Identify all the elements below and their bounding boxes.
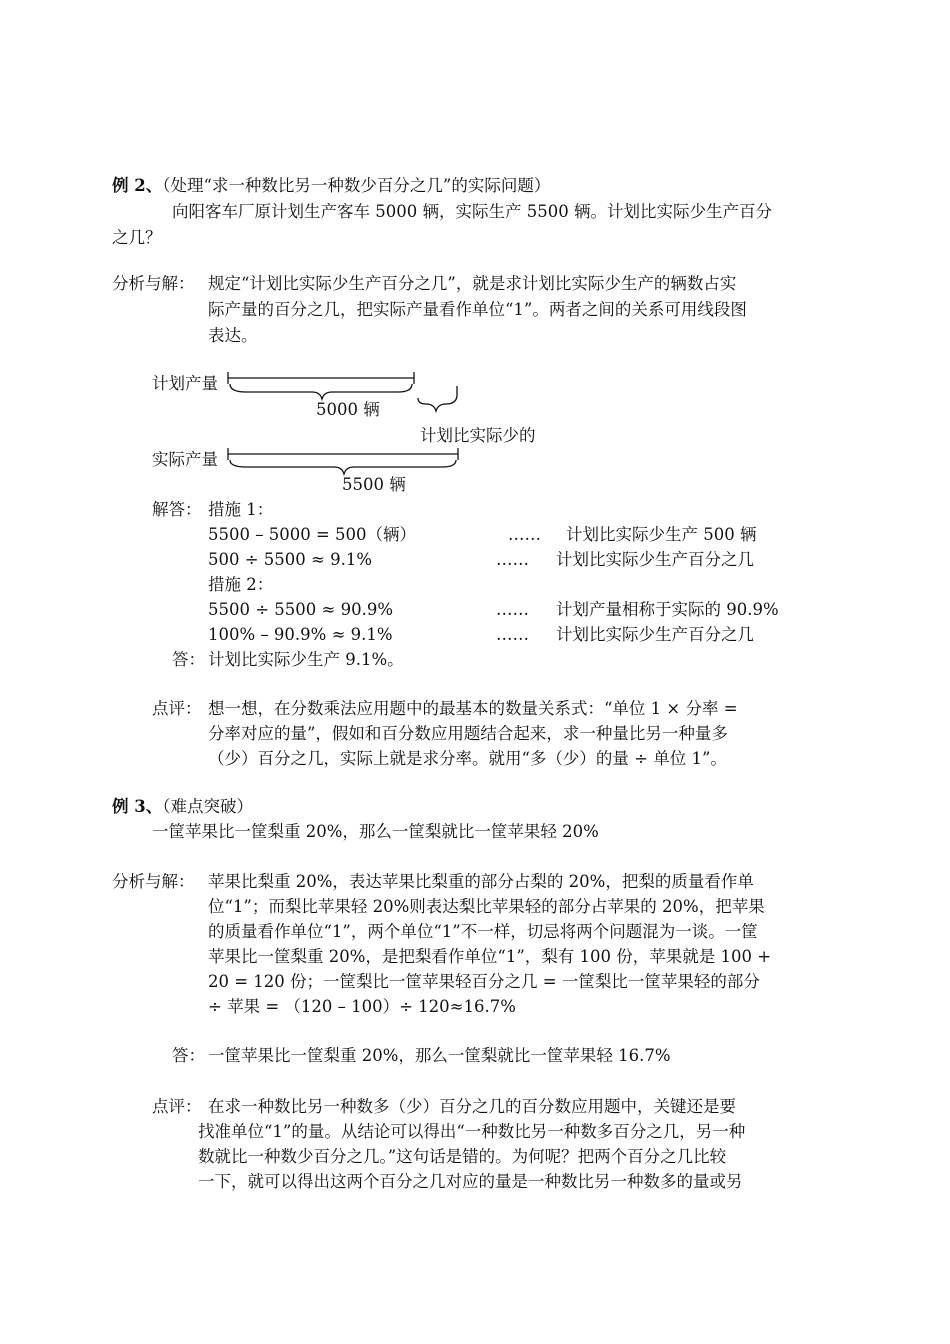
example-3-comment-line-2: 找准单位“1”的量。从结论可以得出“一种数比另一种数多百分之几，另一种 (198, 1122, 746, 1141)
example-3-analysis-label: 分析与解： (112, 872, 195, 891)
example-3-analysis-line-5: 20 = 120 份；一筐梨比一筐苹果轻百分之几 = 一筐梨比一筐苹果轻的部分 (208, 972, 760, 991)
example-3-comment-line-1: 在求一种数比另一种数多（少）百分之几的百分数应用题中，关键还是要 (208, 1097, 736, 1116)
example-2-comment-label: 点评： (152, 699, 202, 718)
method-1-step-2: 500 ÷ 5500 ≈ 9.1% (208, 550, 373, 569)
actual-quantity-value: 5500 辆 (342, 475, 406, 494)
plan-brace (230, 384, 412, 399)
example-3-comment-line-4: 一下，就可以得出这两个百分之几对应的量是一种数比另一种数多的量或另 (198, 1172, 743, 1191)
example-2-label: 例 2、 (112, 176, 163, 195)
difference-brace (418, 396, 457, 411)
example-3-topic: （难点突破） (162, 797, 253, 816)
method-2-step-1-dots: …… (496, 600, 529, 619)
line-segment-diagram (0, 0, 950, 520)
example-3-label: 例 3、 (112, 797, 163, 816)
example-3-problem: 一筐苹果比一筐梨重 20%，那么一筐梨就比一筐苹果轻 20% (152, 822, 599, 841)
plan-quantity-label: 计划产量 (152, 374, 218, 393)
example-3-analysis-line-1: 苹果比梨重 20%，表达苹果比梨重的部分占梨的 20%，把梨的质量看作单 (208, 872, 754, 891)
example-3-comment-line-3: 数就比一种数少百分之几。”这句话是错的。为何呢？把两个百分之几比较 (198, 1147, 727, 1166)
example-2-answer: 计划比实际少生产 9.1%。 (208, 650, 404, 669)
solution-label: 解答： (152, 500, 202, 519)
difference-label: 计划比实际少的 (420, 426, 536, 445)
example-2-problem-line-1: 向阳客车厂原计划生产客车 5000 辆，实际生产 5500 辆。计划比实际少生产百分 (172, 202, 772, 221)
example-3-answer: 一筐苹果比一筐梨重 20%，那么一筐梨就比一筐苹果轻 16.7% (208, 1046, 671, 1065)
example-3-analysis-line-6: ÷ 苹果 = （120 – 100）÷ 120≈16.7% (208, 997, 516, 1016)
example-2-analysis-line-3: 表达。 (208, 326, 258, 345)
example-3-heading (112, 799, 253, 816)
example-2-comment-line-1: 想一想，在分数乘法应用题中的最基本的数量关系式：“单位 1 × 分率 = (208, 699, 738, 718)
actual-quantity-label: 实际产量 (152, 450, 218, 469)
example-3-analysis-line-2: 位“1”；而梨比苹果轻 20%则表达梨比苹果轻的部分占苹果的 20%，把苹果 (208, 897, 765, 916)
method-2-step-2-note: 计划比实际少生产百分之几 (556, 625, 754, 644)
example-2-comment-line-2: 分率对应的量”，假如和百分数应用题结合起来，求一种量比另一种量多 (208, 724, 728, 743)
method-2-step-2-dots: …… (496, 625, 529, 644)
example-2-answer-label: 答： (172, 650, 205, 669)
method-1-step-1: 5500 – 5000 = 500（辆） (208, 525, 417, 544)
example-3-comment-label: 点评： (152, 1097, 202, 1116)
example-2-problem-line-2: 之几？ (112, 228, 162, 247)
plan-quantity-value: 5000 辆 (316, 400, 380, 419)
method-1-step-1-dots: …… (508, 525, 541, 544)
example-2-topic: （处理“求一种数比另一种数少百分之几”的实际问题） (162, 176, 551, 195)
method-1-label: 措施 1： (208, 500, 274, 519)
method-2-step-2: 100% – 90.9% ≈ 9.1% (208, 625, 393, 644)
example-2-analysis-label: 分析与解： (112, 274, 195, 293)
method-2-step-1: 5500 ÷ 5500 ≈ 90.9% (208, 600, 394, 619)
example-3-analysis-line-3: 的质量看作单位“1”，两个单位“1”不一样，切忌将两个问题混为一谈。一筐 (208, 922, 758, 941)
example-2-comment-line-3: （少）百分之几，实际上就是求分率。就用“多（少）的量 ÷ 单位 1”。 (208, 749, 727, 768)
example-2-analysis-line-1: 规定“计划比实际少生产百分之几”，就是求计划比实际少生产的辆数占实 (208, 274, 737, 293)
example-3-analysis-line-4: 苹果比一筐梨重 20%，是把梨看作单位“1”，梨有 100 份，苹果就是 100 + (208, 947, 772, 966)
method-1-step-1-note: 计划比实际少生产 500 辆 (566, 525, 757, 544)
method-1-step-2-dots: …… (496, 550, 529, 569)
actual-brace (230, 460, 456, 474)
example-2-analysis-line-2: 际产量的百分之几，把实际产量看作单位“1”。两者之间的关系可用线段图 (208, 300, 747, 319)
method-2-label: 措施 2： (208, 575, 274, 594)
example-3-answer-label: 答： (172, 1046, 205, 1065)
method-1-step-2-note: 计划比实际少生产百分之几 (556, 550, 754, 569)
method-2-step-1-note: 计划产量相称于实际的 90.9% (556, 600, 779, 619)
